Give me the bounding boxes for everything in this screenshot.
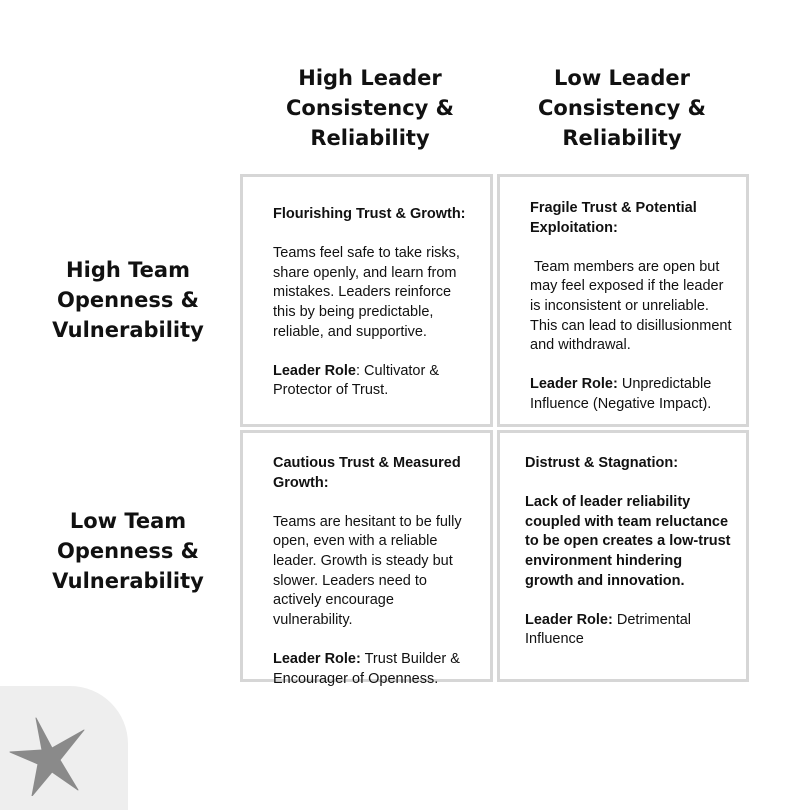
leader-role-text: Unpredictable Influence (Negative Impact). [530, 376, 712, 412]
quadrant-description: Teams are hesitant to be fully open, even with a reliable leader. Growth is steady but slower. Leaders need to actively encourage vulnerability. [273, 513, 462, 628]
leader-role [525, 611, 732, 650]
row-header-high-openness: High Team Openness & Vulnerability [52, 258, 204, 342]
quadrant-title: Flourishing Trust & Growth: [273, 206, 466, 222]
column-header-low-consistency: Low Leader Consistency & Reliability [538, 66, 706, 150]
leader-role [273, 650, 476, 689]
quadrant-flourishing-trust [240, 174, 493, 427]
leader-role-text: Detrimental Influence [525, 611, 692, 648]
leader-role-text: : Cultivator & Protector of Trust. [273, 362, 439, 399]
quadrant-distrust-stagnation [497, 430, 749, 682]
leader-role-label: Leader Role: [273, 650, 361, 667]
leader-role-label: Leader Role: [525, 611, 613, 628]
leader-role-text: Trust Builder & Encourager of Openness. [273, 650, 460, 687]
quadrant-title: Fragile Trust & Potential Exploitation: [530, 200, 697, 236]
leader-role-label: Leader Role: [530, 376, 618, 393]
quadrant-fragile-trust [497, 174, 749, 427]
column-header-high-consistency: High Leader Consistency & Reliability [286, 66, 454, 150]
quadrant-title: Distrust & Stagnation: [525, 455, 679, 471]
quadrant-description: Team members are open but may feel exposed if the leader is inconsistent or unreliable. This can lead to disillusionment and withdrawal. [530, 258, 736, 354]
star-k-logo-icon [8, 716, 88, 796]
row-header-low-openness: Low Team Openness & Vulnerability [52, 509, 204, 593]
quadrant-description: Lack of leader reliability coupled with team reluctance to be open creates a low-trust environment hindering growth and innovation. [525, 494, 731, 589]
quadrant-cautious-trust [240, 430, 493, 687]
quadrant-description: Teams feel safe to take risks, share openly, and learn from mistakes. Leaders reinforce this by being predictable, reliable, and supportive. [273, 245, 460, 340]
leader-role [530, 375, 732, 414]
leader-role-label: Leader Role [273, 362, 356, 379]
leader-role [273, 362, 476, 401]
quadrant-title: Cautious Trust & Measured Growth: [273, 455, 461, 491]
